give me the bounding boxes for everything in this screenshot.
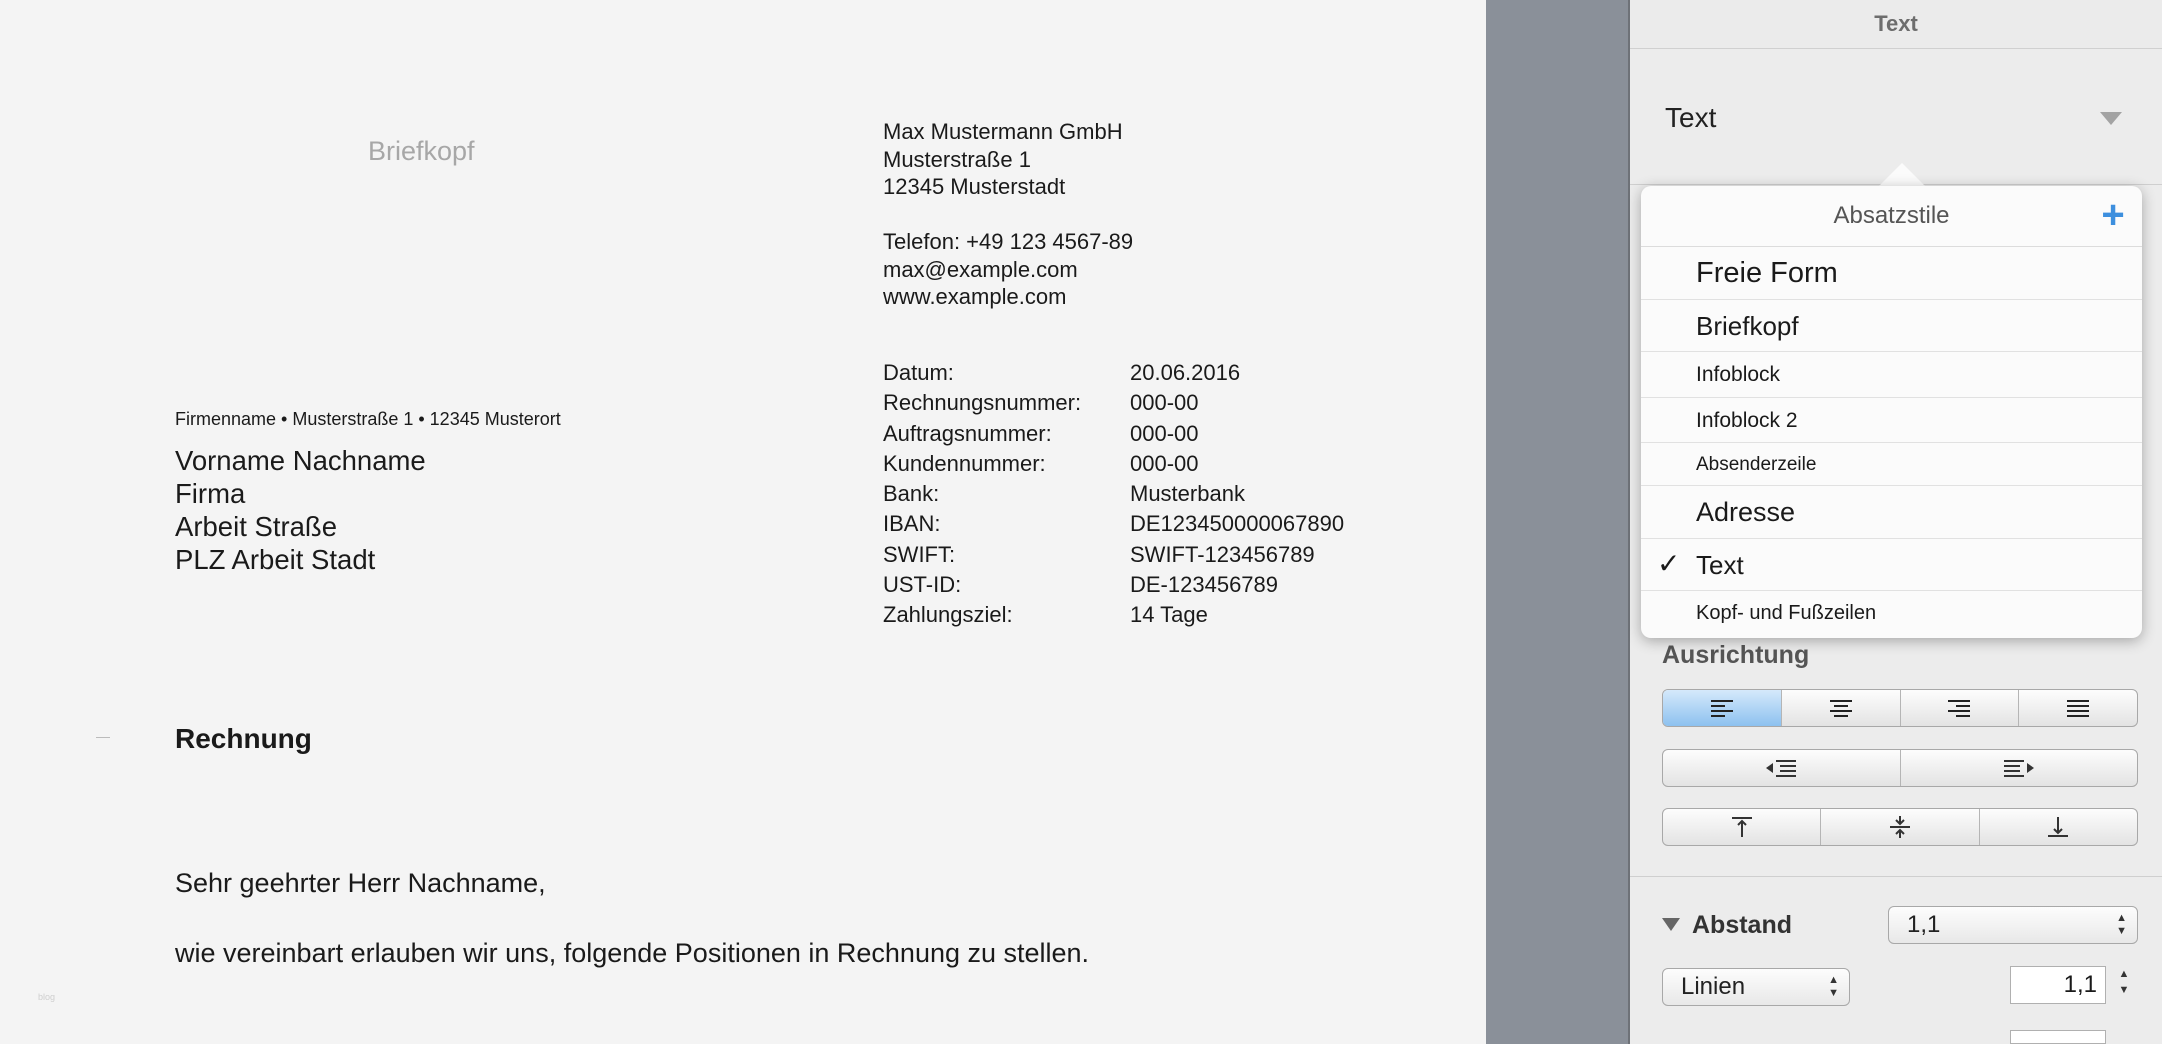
sender-line: Max Mustermann GmbH	[883, 119, 1123, 144]
chevron-down-icon[interactable]	[2100, 112, 2122, 125]
sender-line: Musterstraße 1	[883, 146, 1031, 172]
info-value: 20.06.2016	[1130, 360, 1241, 385]
info-label: Kundennummer:	[883, 450, 1046, 476]
inspector-title: Text	[1630, 0, 2162, 49]
sender-line: www.example.com	[883, 284, 1067, 309]
style-item-infoblock[interactable]	[1641, 352, 2142, 398]
info-value: DE123450000067890	[1130, 511, 1345, 537]
line-spacing-mode: Linien	[1681, 973, 1746, 1000]
style-item-kopf-fusszeilen[interactable]	[1641, 591, 2142, 636]
address-line: PLZ Arbeit Stadt	[175, 544, 376, 575]
align-left-icon[interactable]	[1663, 690, 1782, 726]
align-center-icon[interactable]	[1782, 690, 1901, 726]
line-spacing-stepper[interactable]: ▲ ▼	[2118, 968, 2130, 996]
popover-title: Absatzstile	[1641, 186, 2142, 247]
sender-line: Telefon: +49 123 4567-89	[883, 229, 1134, 254]
return-address-line[interactable]: Firmenname • Musterstraße 1 • 12345 Musterort	[175, 409, 561, 429]
body-text[interactable]: wie vereinbart erlauben wir uns, folgende Positionen in Rechnung zu stellen.	[175, 938, 1090, 968]
indent-control[interactable]	[1662, 749, 2138, 787]
style-item-label: Infoblock 2	[1696, 409, 1798, 432]
style-item-label: Text	[1696, 550, 1744, 580]
style-item-absenderzeile[interactable]	[1641, 443, 2142, 486]
address-line: Firma	[175, 478, 246, 509]
align-bottom-icon[interactable]	[1980, 809, 2137, 845]
letterhead-placeholder[interactable]: Briefkopf	[368, 136, 475, 166]
style-item-text[interactable]	[1641, 539, 2142, 591]
info-value: 14 Tage	[1130, 602, 1208, 628]
vertical-alignment-control[interactable]	[1662, 808, 2138, 846]
margin-marker	[96, 737, 110, 738]
canvas-gutter	[1486, 0, 1628, 1044]
style-item-infoblock-2[interactable]	[1641, 398, 2142, 443]
spacing-value-popup[interactable]	[1888, 906, 2138, 944]
partial-input-field[interactable]	[2010, 1030, 2106, 1044]
alignment-section-title: Ausrichtung	[1662, 641, 1810, 669]
info-label: Bank:	[883, 481, 940, 507]
info-label: Auftragsnummer:	[883, 420, 1052, 446]
divider	[1630, 876, 2162, 877]
info-label: Rechnungsnummer:	[883, 390, 1082, 416]
line-spacing-mode-popup[interactable]	[1662, 968, 1850, 1006]
style-item-freie-form[interactable]	[1641, 247, 2142, 300]
info-value: DE-123456789	[1130, 572, 1279, 598]
updown-chevron-icon: ▲ ▼	[2116, 912, 2127, 937]
spacing-value: 1,1	[1907, 911, 1941, 938]
info-value: 000-00	[1130, 420, 1199, 446]
address-line: Arbeit Straße	[175, 511, 338, 542]
sender-line	[883, 201, 1133, 229]
style-item-label: Kopf- und Fußzeilen	[1696, 602, 1877, 624]
current-style-label: Text	[1665, 102, 1717, 133]
info-label: Datum:	[883, 360, 954, 385]
style-item-label: Adresse	[1696, 497, 1796, 527]
info-label: SWIFT:	[883, 541, 956, 567]
align-top-icon[interactable]	[1663, 809, 1821, 845]
margin-note: blog	[38, 992, 56, 1002]
align-middle-icon[interactable]	[1821, 809, 1979, 845]
updown-chevron-icon: ▲ ▼	[1828, 974, 1839, 999]
line-spacing-input[interactable]: 1,1	[2010, 966, 2106, 1004]
style-item-briefkopf[interactable]	[1641, 300, 2142, 352]
style-item-label: Freie Form	[1696, 257, 1838, 289]
info-label: UST-ID:	[883, 572, 962, 598]
align-justify-icon[interactable]	[2019, 690, 2137, 726]
sender-block[interactable]	[883, 118, 1133, 311]
plus-icon[interactable]: +	[2101, 193, 2125, 237]
style-item-label: Absenderzeile	[1696, 454, 1817, 475]
spacing-section-title: Abstand	[1692, 911, 1792, 939]
sender-line: max@example.com	[883, 256, 1078, 282]
info-value: 000-00	[1130, 450, 1199, 476]
info-label: IBAN:	[883, 511, 941, 537]
info-value: 000-00	[1130, 390, 1199, 416]
info-value: Musterbank	[1130, 481, 1245, 507]
increase-indent-icon[interactable]	[1901, 750, 2138, 786]
sender-line: 12345 Musterstadt	[883, 174, 1066, 199]
horizontal-alignment-control[interactable]	[1662, 689, 2138, 727]
info-value: SWIFT-123456789	[1130, 541, 1315, 567]
info-label: Zahlungsziel:	[883, 602, 1013, 628]
address-line: Vorname Nachname	[175, 445, 426, 476]
recipient-address[interactable]	[175, 444, 426, 576]
document-heading[interactable]: Rechnung	[175, 723, 312, 754]
disclosure-triangle-icon[interactable]	[1662, 918, 1680, 931]
style-item-label: Infoblock	[1696, 363, 1781, 386]
info-values[interactable]	[1130, 358, 1344, 631]
info-labels[interactable]	[883, 358, 1081, 631]
checkmark-icon: ✓	[1657, 548, 1681, 579]
decrease-indent-icon[interactable]	[1663, 750, 1901, 786]
popover-arrow	[1878, 163, 1926, 187]
align-right-icon[interactable]	[1901, 690, 2020, 726]
style-item-adresse[interactable]	[1641, 486, 2142, 539]
style-item-label: Briefkopf	[1696, 311, 1799, 341]
paragraph-styles-popover	[1641, 186, 2142, 638]
salutation-text[interactable]: Sehr geehrter Herr Nachname,	[175, 868, 546, 898]
